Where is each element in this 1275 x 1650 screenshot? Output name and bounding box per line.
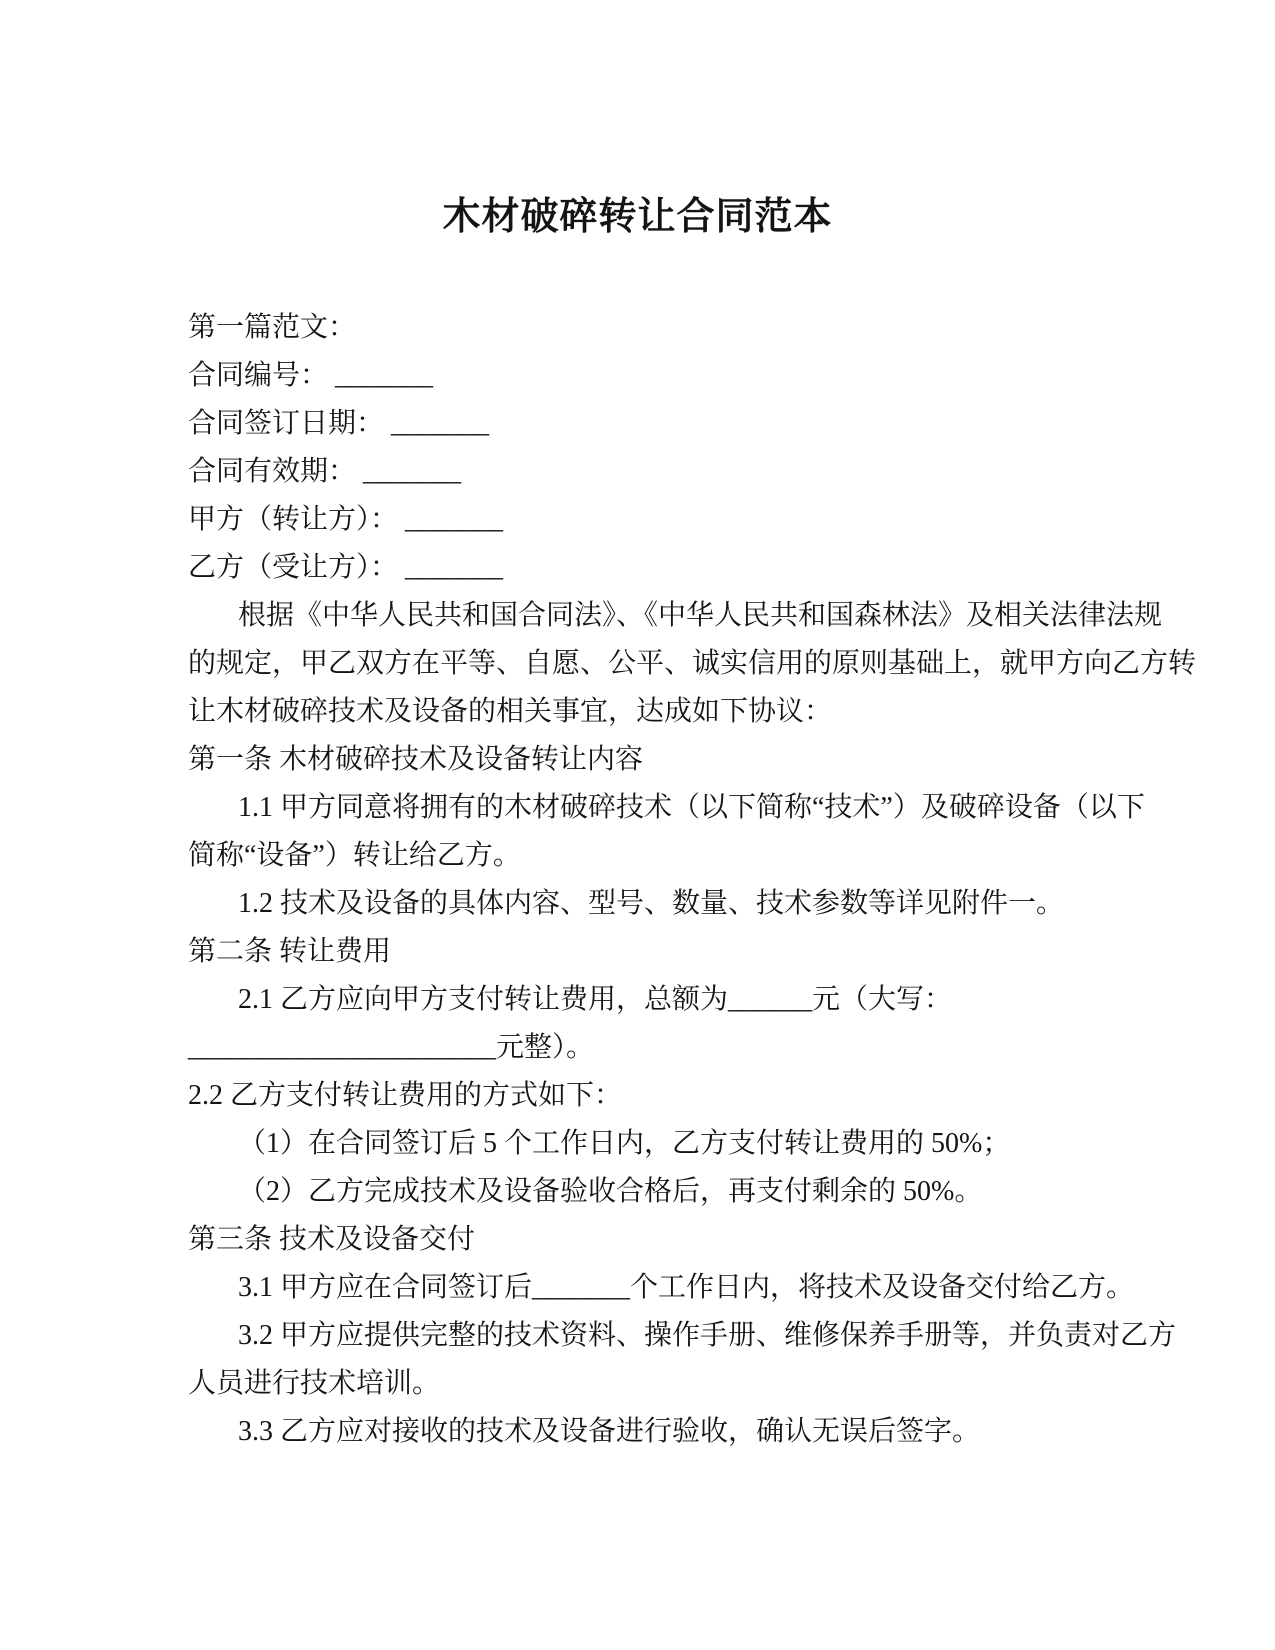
contract-line: 3.1 甲方应在合同签订后_______个工作日内，将技术及设备交付给乙方。 bbox=[238, 1272, 1135, 1303]
contract-line: 合同有效期： _______ bbox=[188, 456, 462, 487]
contract-line: 甲方（转让方）： _______ bbox=[188, 504, 504, 535]
contract-line: 合同编号： _______ bbox=[188, 360, 434, 391]
contract-line: 1.2 技术及设备的具体内容、型号、数量、技术参数等详见附件一。 bbox=[238, 888, 1065, 919]
contract-line: 2.1 乙方应向甲方支付转让费用，总额为______元（大写： bbox=[238, 984, 953, 1015]
contract-line: 3.3 乙方应对接收的技术及设备进行验收，确认无误后签字。 bbox=[238, 1416, 981, 1447]
contract-line: 3.2 甲方应提供完整的技术资料、操作手册、维修保养手册等，并负责对乙方 bbox=[238, 1320, 1177, 1351]
contract-line: 人员进行技术培训。 bbox=[188, 1368, 441, 1399]
contract-line: ______________________元整）。 bbox=[188, 1032, 595, 1063]
document-body bbox=[188, 304, 1195, 1456]
document-title: 木材破碎转让合同范本 bbox=[442, 196, 833, 238]
contract-line: （2）乙方完成技术及设备验收合格后，再支付剩余的 50%。 bbox=[238, 1176, 983, 1207]
contract-line: 第三条 技术及设备交付 bbox=[188, 1224, 476, 1255]
contract-line: 根据《中华人民共和国合同法》、《中华人民共和国森林法》及相关法律法规 bbox=[238, 600, 1163, 631]
contract-line: 合同签订日期： _______ bbox=[188, 408, 490, 439]
contract-line: 第一篇范文： bbox=[188, 312, 357, 343]
contract-line: 2.2 乙方支付转让费用的方式如下： bbox=[188, 1080, 623, 1111]
contract-line: 第一条 木材破碎技术及设备转让内容 bbox=[188, 744, 644, 775]
contract-line: 乙方（受让方）： _______ bbox=[188, 552, 504, 583]
contract-line: 第二条 转让费用 bbox=[188, 936, 392, 967]
contract-line: 1.1 甲方同意将拥有的木材破碎技术（以下简称“技术”）及破碎设备（以下 bbox=[238, 792, 1145, 823]
contract-line: 的规定，甲乙双方在平等、自愿、公平、诚实信用的原则基础上，就甲方向乙方转 bbox=[188, 648, 1197, 679]
contract-line: 简称“设备”）转让给乙方。 bbox=[188, 840, 521, 871]
contract-line: 让木材破碎技术及设备的相关事宜，达成如下协议： bbox=[188, 696, 833, 727]
contract-line: （1）在合同签订后 5 个工作日内，乙方支付转让费用的 50%； bbox=[238, 1128, 1011, 1159]
